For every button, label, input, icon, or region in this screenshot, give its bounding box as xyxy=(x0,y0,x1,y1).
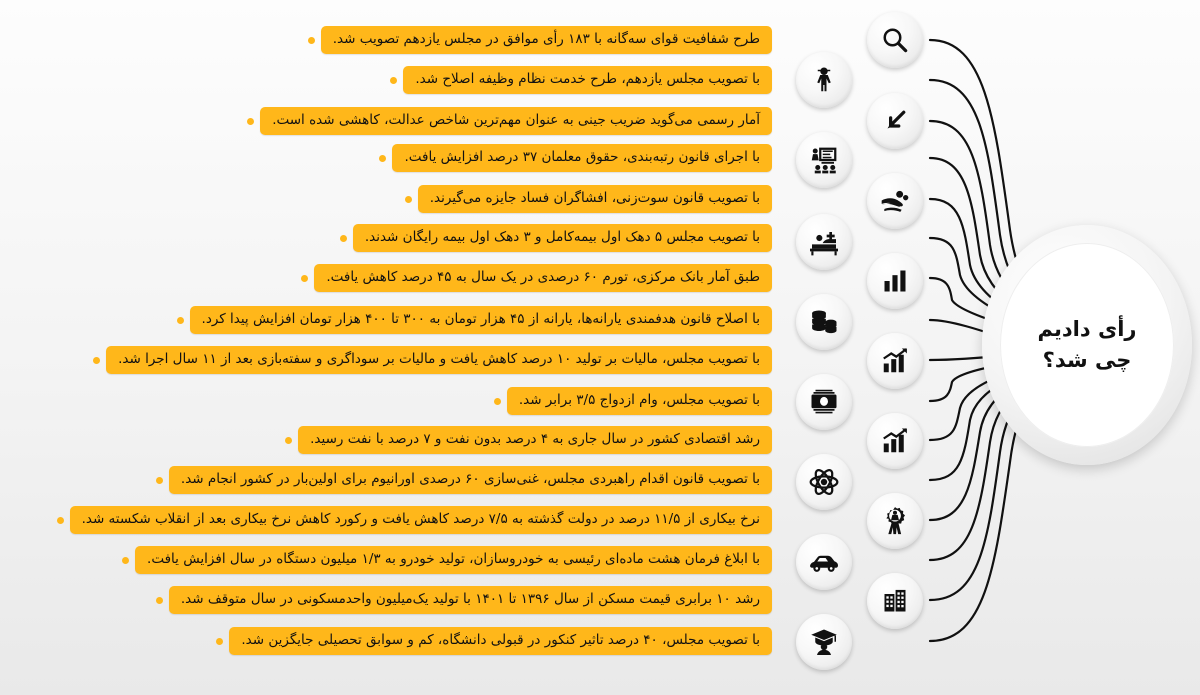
list-item-label: آمار رسمی می‌گوید ضریب جینی به عنوان مهم‌ترین شاخص عدالت، کاهشی شده است. xyxy=(260,107,772,136)
bar-chart-icon[interactable] xyxy=(867,253,923,309)
center-question xyxy=(1038,314,1137,377)
coins-icon[interactable] xyxy=(796,294,852,350)
center-bubble xyxy=(982,225,1192,465)
growth-chart-icon-2[interactable] xyxy=(867,413,923,469)
list-item[interactable] xyxy=(295,261,772,295)
connector-dot xyxy=(308,37,315,44)
connector-dot xyxy=(122,557,129,564)
connector-dot xyxy=(301,275,308,282)
list-item-label: رشد ۱۰ برابری قیمت مسکن از سال ۱۳۹۶ تا ۱۴۰۱ با تولید یک‌میلیون واحدمسکونی در سال متوقف شد. xyxy=(169,586,772,615)
list-item-label: طبق آمار بانک مرکزی، تورم ۶۰ درصدی در یک سال به ۴۵ درصد کاهش یافت. xyxy=(314,264,772,293)
connector-dot xyxy=(390,77,397,84)
list-item-label: با تصویب قانون اقدام راهبردی مجلس، غنی‌سازی ۶۰ درصدی اورانیوم برای اولین‌بار در کشور انجام شد. xyxy=(169,466,772,495)
list-item[interactable] xyxy=(51,503,772,537)
list-item-label: با تصویب قانون سوت‌زنی، افشاگران فساد جایزه می‌گیرند. xyxy=(418,185,772,214)
connector-dot xyxy=(379,155,386,162)
growth-chart-icon[interactable] xyxy=(867,333,923,389)
down-arrow-icon[interactable] xyxy=(867,93,923,149)
connector-dot xyxy=(247,118,254,125)
connector-dot xyxy=(156,597,163,604)
connector-dot xyxy=(57,517,64,524)
building-icon[interactable] xyxy=(867,573,923,629)
list-item-label: با ابلاغ فرمان هشت ماده‌ای رئیسی به خودروسازان، تولید خودرو به ۱/۳ میلیون دستگاه در سال افزایش یافت. xyxy=(135,546,772,575)
list-item-label: رشد اقتصادی کشور در سال جاری به ۴ درصد بدون نفت و ۷ درصد با نفت رسید. xyxy=(298,426,772,455)
center-question-line2: چی شد؟ xyxy=(1042,348,1132,372)
connector-dot xyxy=(93,357,100,364)
list-item[interactable] xyxy=(488,384,772,418)
connector-dot xyxy=(494,398,501,405)
teacher-icon[interactable] xyxy=(796,132,852,188)
hospital-bed-icon[interactable] xyxy=(796,214,852,270)
list-item[interactable] xyxy=(150,583,772,617)
worker-gear-icon[interactable] xyxy=(867,493,923,549)
magnifier-icon[interactable] xyxy=(867,12,923,68)
connector-dot xyxy=(340,235,347,242)
list-item-label: طرح شفافیت قوای سه‌گانه با ۱۸۳ رأی موافق در مجلس یازدهم تصویب شد. xyxy=(321,26,772,55)
soldier-icon[interactable] xyxy=(796,52,852,108)
list-item[interactable] xyxy=(384,63,772,97)
list-item-label: با اجرای قانون رتبه‌بندی، حقوق معلمان ۳۷ درصد افزایش یافت. xyxy=(392,144,772,173)
list-item-label: با تصویب مجلس، وام ازدواج ۳/۵ برابر شد. xyxy=(507,387,772,416)
center-question-line1: رأی دادیم xyxy=(1037,316,1137,341)
list-item-label: با اصلاح قانون هدفمندی یارانه‌ها، یارانه از ۴۵ هزار تومان به ۳۰۰ تا ۴۰۰ هزار تومان افزایش پیدا کرد. xyxy=(190,306,772,335)
connector-dot xyxy=(405,196,412,203)
list-item-label: با تصویب مجلس ۵ دهک اول بیمه‌کامل و ۳ دهک اول بیمه رایگان شدند. xyxy=(353,224,772,253)
graduate-icon[interactable] xyxy=(796,614,852,670)
connector-dot xyxy=(177,317,184,324)
connector-dot xyxy=(216,638,223,645)
list-item[interactable] xyxy=(116,543,772,577)
list-item[interactable] xyxy=(87,343,772,377)
list-item[interactable] xyxy=(150,463,772,497)
atom-icon[interactable] xyxy=(796,454,852,510)
list-item[interactable] xyxy=(373,141,772,175)
car-icon[interactable] xyxy=(796,534,852,590)
list-item-label: با تصویب مجلس، ۴۰ درصد تاثیر کنکور در قبولی دانشگاه، کم و سوابق تحصیلی جایگزین شد. xyxy=(229,627,772,656)
list-item[interactable] xyxy=(171,303,772,337)
banknotes-icon[interactable] xyxy=(796,374,852,430)
list-item-label: نرخ بیکاری از ۱۱/۵ درصد در دولت گذشته به ۷/۵ درصد کاهش یافت و رکورد کاهش نرخ بیکاری بعد از انقلاب شکسته شد. xyxy=(70,506,772,535)
hand-coin-icon[interactable] xyxy=(867,173,923,229)
connector-dot xyxy=(285,437,292,444)
center-bubble-inner xyxy=(1000,243,1174,447)
list-item[interactable] xyxy=(241,104,772,138)
connector-dot xyxy=(156,477,163,484)
list-item[interactable] xyxy=(334,221,772,255)
list-item[interactable] xyxy=(302,23,772,57)
list-item-label: با تصویب مجلس، مالیات بر تولید ۱۰ درصد کاهش یافت و مالیات بر سوداگری و سفته‌بازی بعد از ۱۱ سال اجرا شد. xyxy=(106,346,772,375)
list-item-label: با تصویب مجلس یازدهم، طرح خدمت نظام وظیفه اصلاح شد. xyxy=(403,66,772,95)
list-item[interactable] xyxy=(399,182,772,216)
list-item[interactable] xyxy=(279,423,772,457)
list-item[interactable] xyxy=(210,624,772,658)
